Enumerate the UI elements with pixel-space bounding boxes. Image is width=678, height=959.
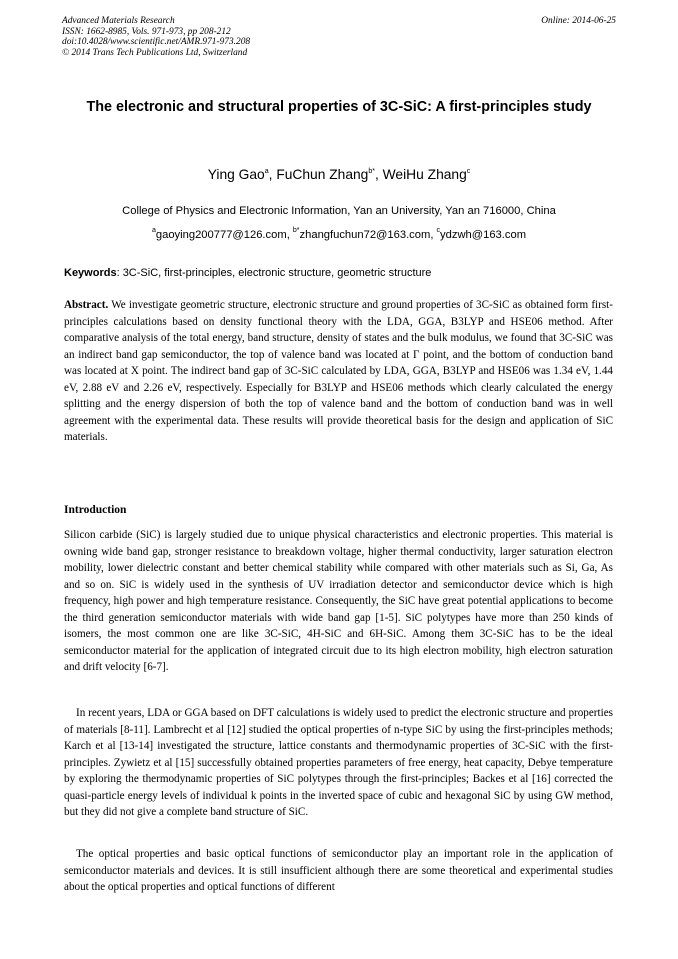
section-heading-introduction: Introduction — [64, 504, 127, 516]
email-list: $^a$gaoying200777@126.com, $^{b*}$zhangfuchun72@163.com, $^c$ydzwh@163.com — [151, 227, 527, 241]
journal-name: Advanced Materials Research — [62, 16, 175, 26]
paper-title: The electronic and structural properties of 3C-SiC: A first-principles study — [86, 99, 592, 115]
doi-line[interactable]: doi:10.4028/www.scientific.net/AMR.971-973.208 — [62, 37, 251, 48]
author-name: Ying Gao — [207, 167, 265, 182]
author-list: Ying Gao$^a$, FuChun Zhang$^{b*}$, WeiHu Zhang$^c$ — [207, 167, 471, 182]
copyright-line: © 2014 Trans Tech Publications Ltd, Switzerland — [62, 47, 248, 58]
author-name: WeiHu Zhang — [382, 167, 467, 182]
intro-paragraph: In recent years, LDA or GGA based on DFT calculations is widely used to predict the electronic structure and properties of materials [8-11]. Lambrecht et al [12] studied the optical properties of n-type SiC by using the first-principles methods; Karch et al [13-14] investigated the structure, lattice constants and thermodynamic properties of 3C-SiC with the first-principles. Zywietz et al [15] successfully obtained properties parameters of free energy, heat capacity, Debye temperature by exploring the thermodynamic properties of SiC polytypes through the first-principles; Backes et al [16] corrected the quasi-particle energy levels of individual k points in the inverted space of cubic and hexagonal SiC by using GW method, but they did not give a complete band structure of SiC. — [64, 707, 613, 818]
email-mark: b* — [292, 227, 300, 234]
author-name: FuChun Zhang — [276, 167, 369, 182]
issn-line: ISSN: 1662-8985, Vols. 971-973, pp 208-212 — [62, 26, 231, 37]
email-mark: c — [436, 227, 441, 234]
intro-paragraph: Silicon carbide (SiC) is largely studied due to unique physical characteristics and electronic properties. This material is owning wide band gap, stronger resistance to breakdown voltage, higher thermal conductivity, larger saturation electron mobility, lower dielectric constant and better chemical stability while compared with other materials such as Si, Ga, As and so on. SiC is widely used in the synthesis of UV irradiation detector and semiconductor device which is high frequency, high power and high temperature resistance. Consequently, the SiC have great potential applications to become the third generation semiconductor materials with wide band gap [1-5]. SiC polytypes have more than 250 kinds of isomers, the most common one are like 3C-SiC, 4H-SiC and 6H-SiC. Among them 3C-SiC has to be the ideal semiconductor material for the application of integrated circuit due to its high electron mobility, high electron saturation and drift velocity [6-7]. — [64, 529, 613, 673]
abstract-label: Abstract. — [64, 299, 109, 311]
journal-header — [62, 16, 616, 58]
author-affiliation-mark: c — [466, 168, 471, 175]
abstract — [64, 297, 613, 446]
online-date: Online: 2014-06-25 — [541, 16, 616, 26]
email-link[interactable]: ydzwh@163.com — [440, 229, 527, 241]
intro-paragraph: The optical properties and basic optical functions of semiconductor play an important role in the application of semiconductor materials and devices. It is still insufficient although there are some theoretical and experimental studies about the optical properties and optical functions of different — [64, 848, 613, 893]
affiliation: College of Physics and Electronic Information, Yan an University, Yan an 716000, China — [122, 205, 556, 217]
author-affiliation-mark: b* — [368, 168, 375, 175]
keywords-text: : 3C-SiC, first-principles, electronic structure, geometric structure — [116, 267, 432, 279]
email-link[interactable]: zhangfuchun72@163.com — [299, 229, 431, 241]
abstract-text: We investigate geometric structure, electronic structure and ground properties of 3C-SiC as obtained form first-principles calculations based on density functional theory with the LDA, GGA, B3LYP and HSE06 method. After comparative analysis of the total energy, band structure, density of states and the bulk modulus, we found that 3C-SiC was an indirect band gap semiconductor, the top of valence band was located at Γ point, and the bottom of conduction band was located at X point. The indirect band gap of 3C-SiC calculated by LDA, GGA, B3LYP and HSE06 was 1.34 eV, 1.44 eV, 2.88 eV and 2.26 eV, respectively. Especially for B3LYP and HSE06 methods which clearly calculated the energy splitting and the energy dispersion of both the top of valence band and the bottom of conduction band was in well agreement with the experimental data. These results will provide theoretical basis for the design and application of SiC materials. — [64, 299, 613, 443]
author-affiliation-mark: a — [264, 168, 269, 175]
email-link[interactable]: gaoying200777@126.com — [155, 229, 287, 241]
email-mark: a — [151, 227, 156, 234]
keywords — [64, 266, 616, 280]
keywords-label: Keywords — [64, 267, 117, 279]
